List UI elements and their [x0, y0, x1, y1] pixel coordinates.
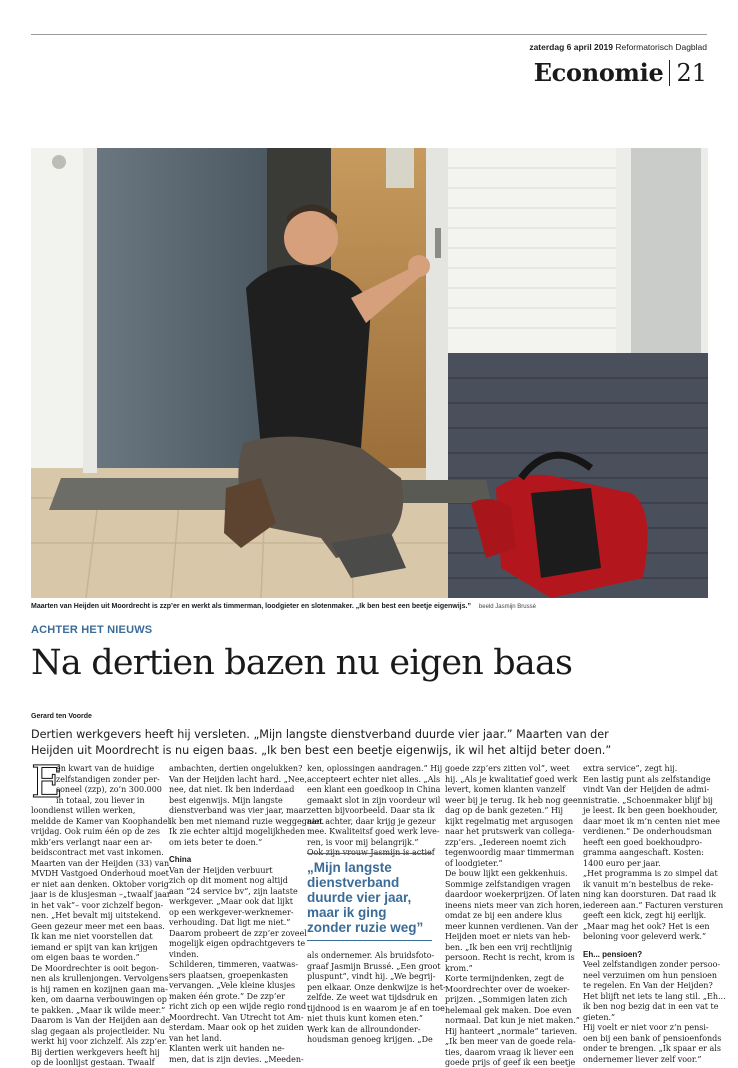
- text-line: slag gegaan als projectleider. Nu: [31, 1026, 165, 1036]
- text-line: maken één grote.” De zzp’er: [169, 991, 286, 1001]
- body-column-2: [169, 764, 324, 1065]
- text-line: niet thuis kunt komen eten.”: [307, 1014, 423, 1023]
- dateline: [529, 42, 707, 52]
- text-line: Sommige zelfstandigen vragen: [445, 879, 571, 889]
- article-photo: [31, 148, 708, 598]
- text-line: Maarten van der Heijden (33) van: [31, 858, 170, 868]
- text-line: vrijdag. Ook ruim één op de zes: [31, 827, 161, 836]
- text-line: beidscontract met vast inkomen.: [31, 848, 164, 857]
- text-line: Moordrecht. Van Utrecht tot Am-: [169, 1012, 304, 1022]
- text-line: gieten.”: [583, 1012, 616, 1022]
- pull-quote-line: „Mijn langste: [307, 860, 392, 875]
- text-line: ken, om daarna verbouwingen op: [31, 995, 167, 1004]
- subheading: Eh... pensioen?: [583, 949, 643, 959]
- text-line: in het vak”– voor zichzelf begon-: [31, 900, 164, 910]
- text-line: werkt hij voor zichzelf. Als zzp’er.: [31, 1037, 168, 1046]
- text-line: beloning voor geleverd werk.”: [583, 932, 707, 941]
- text-line: Korte termijndenken, zegt de: [445, 974, 564, 983]
- text-line: levert, komen klanten vanzelf: [445, 785, 566, 794]
- text-line: iemand er spijt van kan krijgen: [31, 942, 158, 952]
- text-line: oen bij een bank of pensioenfonds: [583, 1033, 722, 1043]
- intro-line: Dertien werkgevers heeft hij versleten. „Mijn langste dienstverband duurde vier jaar.” Maarten van der: [31, 728, 609, 741]
- text-line: Hij voelt er niet voor z’n pensi-: [583, 1023, 709, 1032]
- text-line: zich op dit moment nog altijd: [169, 876, 288, 885]
- text-line: pluspunt”, vindt hij. „We begrij-: [307, 972, 436, 981]
- text-line: en kwart van de huidige: [56, 764, 155, 773]
- text-line: vindt Van der Heijden de admi-: [583, 785, 710, 794]
- text-line: Het blijft net iets te lang stil. „Eh...: [583, 991, 726, 1001]
- text-line: gemaakt slot in zijn voordeur wil: [307, 795, 441, 805]
- text-line: Daarom probeert de zzp’er zoveel: [169, 928, 307, 938]
- text-line: Heijden moet er niets van heb-: [445, 932, 571, 941]
- text-line: ik ben nog bezig dat in een vat te: [583, 1002, 719, 1011]
- text-line: op een werkgever-werknemer-: [169, 907, 294, 917]
- text-line: ineens niets meer van zich horen,: [445, 900, 582, 910]
- text-line: in totaal, zou liever in: [56, 795, 145, 805]
- byline: Gerard ten Voorde: [31, 713, 92, 720]
- text-line: soneel (zzp), zo’n 300.000: [56, 785, 162, 794]
- text-line: hij. „Als je kwalitatief goed werk: [445, 774, 578, 784]
- text-line: Daarom is Van der Heijden aan de: [31, 1016, 171, 1025]
- text-line: Veel zelfstandigen zonder persoo-: [583, 960, 721, 969]
- text-line: goede prijs of geef ik een beetje: [445, 1058, 576, 1067]
- photo-caption: [31, 603, 708, 610]
- text-line: loondienst willen werken,: [31, 806, 136, 815]
- text-line: jaar is de klusjesman –„twaalf jaar: [31, 890, 171, 899]
- text-line: persoon. Recht is recht, krom is: [445, 953, 575, 962]
- text-line: De Moordrechter is ooit begon-: [31, 963, 159, 973]
- text-line: „Maar mag het ook? Het is een: [583, 921, 710, 931]
- body-column-3: [307, 764, 442, 859]
- text-line: Hij hanteert „normale” tarieven.: [445, 1026, 578, 1036]
- text-line: kijkt regelmatig met argusogen: [445, 816, 574, 826]
- text-line: heeft een goed boekhoudpro-: [583, 837, 703, 847]
- text-line: vinden.: [169, 949, 199, 959]
- text-line: De bouw lijkt een gekkenhuis.: [445, 869, 568, 878]
- text-line: zzp’ers. „Iedereen noemt zich: [445, 837, 567, 847]
- issue-date: zaterdag 6 april 2019: [529, 42, 613, 52]
- text-line: meldde de Kamer van Koophandel: [31, 816, 171, 826]
- section-divider: [669, 60, 670, 86]
- text-line: ik vanuit m’n bestelbus de reke-: [583, 879, 714, 889]
- text-line: houdsman genoeg krijgen. „De: [307, 1035, 433, 1044]
- text-line: weer bij je terug. Ik heb nog geen: [445, 795, 583, 805]
- text-line: verhouding. Dat ligt me niet.”: [169, 918, 291, 927]
- text-line: normaal. Dat kun je niet maken.”: [445, 1016, 580, 1025]
- text-line: is hij ramen en kozijnen gaan ma-: [31, 984, 168, 994]
- section-header: [534, 58, 707, 87]
- text-line: Ook zijn vrouw Jasmijn is actief: [307, 848, 435, 857]
- pull-quote-line: duurde vier jaar,: [307, 890, 412, 905]
- text-line: prijzen. „Sommigen laten zich: [445, 995, 568, 1004]
- text-line: richt zich op een wijde regio rond: [169, 1002, 307, 1011]
- text-line: van het land.: [169, 1033, 222, 1043]
- text-line: tijdnood is en waarom je af en toe: [307, 1003, 445, 1013]
- text-line: mee. Kwaliteitsf goed werk leve-: [307, 827, 440, 836]
- text-line: zelfstandigen zonder per-: [56, 774, 160, 784]
- text-line: ren, is voor mij belangrijk.”: [307, 837, 419, 847]
- text-line: iedereen aan.” Facturen versturen: [583, 900, 724, 910]
- body-column-3-continued: [307, 951, 446, 1046]
- text-line: gramma aangeschaft. Kosten:: [583, 848, 704, 857]
- text-line: geeft een kick, zegt hij eerlijk.: [583, 911, 707, 920]
- text-line: Geen gezeur meer met een baas.: [31, 921, 165, 931]
- text-line: zetten bijvoorbeeld. Daar sta ik: [307, 806, 435, 815]
- text-line: Werk kan de allroundonder-: [307, 1024, 421, 1034]
- text-line: je leest. Ik ben geen boekhouder,: [583, 806, 718, 815]
- text-line: ben. „Ik ben een vrij rechtlijnig: [445, 942, 573, 952]
- text-line: Bij dertien werkgevers heeft hij: [31, 1047, 160, 1057]
- text-line: ik ben met niemand ruzie weggegaan.: [169, 816, 325, 826]
- text-line: nee, dat niet. Ik ben inderdaad: [169, 785, 295, 794]
- text-line: als ondernemer. Als bruidsfoto-: [307, 951, 435, 960]
- text-line: ondernemer liever zelf voor.”: [583, 1054, 702, 1064]
- subheading: China: [169, 855, 192, 864]
- text-line: Van der Heijden verbuurt: [169, 865, 273, 875]
- text-line: tegenwoordig maar timmerman: [445, 848, 575, 857]
- text-line: Van der Heijden lacht hard. „Nee,: [169, 774, 307, 784]
- text-line: MVDH Vastgoed Onderhoud moet: [31, 869, 169, 878]
- text-line: „Ik ben meer van de goede rela-: [445, 1037, 576, 1046]
- text-line: sterdam. Maar ook op het zuiden: [169, 1023, 304, 1032]
- text-line: er niet aan denken. Oktober vorig: [31, 879, 169, 889]
- text-line: Klanten werk uit handen ne-: [169, 1044, 285, 1053]
- kicker: ACHTER HET NIEUWS: [31, 624, 153, 636]
- text-line: mogelijk eigen opdrachtgevers te: [169, 939, 306, 948]
- intro-line: Heijden uit Moordrecht is nu eigen baas. „Ik ben best een beetje eigenwijs, ik wil het altijd beter doen.”: [31, 744, 612, 757]
- paragraph-gap: [583, 943, 726, 949]
- text-line: Ik zie echter altijd mogelijkheden: [169, 827, 306, 836]
- pull-quote-line: zonder ruzie weg”: [307, 920, 424, 935]
- pull-quote: [307, 853, 432, 941]
- text-line: pen elkaar. Onze denkwijze is het-: [307, 982, 446, 992]
- text-line: Schilderen, timmeren, vaatwas-: [169, 960, 299, 969]
- text-line: nistratie. „Schoenmaker blijf bij: [583, 795, 713, 805]
- text-line: 1400 euro per jaar.: [583, 858, 661, 868]
- text-line: ambachten, dertien ongelukken?: [169, 764, 303, 773]
- text-line: te regelen. En Van der Heijden?: [583, 981, 713, 990]
- text-line: extra service”, zegt hij.: [583, 764, 678, 773]
- text-line: of loodgieter.”: [445, 858, 503, 868]
- text-line: best eigenwijs. Mijn langste: [169, 795, 283, 805]
- text-line: op de loonlijst gestaan. Twaalf: [31, 1058, 155, 1067]
- text-line: graaf Jasmijn Brussé. „Een groot: [307, 961, 441, 971]
- text-line: meer kunnen verdienen. Van der: [445, 921, 578, 931]
- text-line: Moordrechter over de woeker-: [445, 984, 570, 994]
- text-line: Ik kan me niet voorstellen dat: [31, 932, 153, 941]
- top-rule: [31, 34, 707, 35]
- text-line: daar moet ik m’n centen niet mee: [583, 816, 720, 826]
- section-name: Economie: [533, 58, 664, 87]
- text-line: goede zzp’ers zitten vol”, weet: [445, 764, 570, 773]
- text-line: daardoor woekerprijzen. Of laten: [445, 890, 581, 899]
- text-line: werkgever. „Maar ook dat lijkt: [169, 897, 293, 906]
- drop-cap: E: [31, 757, 64, 808]
- text-line: verdienen.” De onderhoudsman: [583, 827, 712, 836]
- text-line: men, dat is zijn devies. „Meeden-: [169, 1054, 304, 1064]
- pull-quote-line: dienstverband: [307, 875, 400, 890]
- text-line: aan ”24 service bv”, zijn laatste: [169, 886, 298, 896]
- text-line: ties, daarom vraag ik liever een: [445, 1047, 574, 1057]
- text-line: nen. „Het bevalt mij uitstekend.: [31, 911, 161, 920]
- text-line: krom.”: [445, 963, 473, 973]
- text-line: om eigen baas te worden.”: [31, 953, 140, 962]
- text-line: zelfde. Ze weet wat tijdsdruk en: [307, 993, 438, 1002]
- pull-quote-line: maar ik ging: [307, 905, 387, 920]
- body-column-1: [31, 757, 171, 1068]
- text-line: vervangen. „Vele kleine klusjes: [169, 981, 296, 990]
- newspaper-name: Reformatorisch Dagblad: [615, 42, 707, 52]
- text-line: mkb’ers verlangt naar een ar-: [31, 837, 153, 847]
- text-line: neel verzuimen om hun pensioen: [583, 970, 718, 980]
- text-line: dag op de bank gezeten.” Hij: [445, 806, 563, 815]
- text-line: om iets beter te doen.”: [169, 837, 263, 847]
- paragraph-gap: [169, 848, 324, 854]
- text-line: niet achter, daar krijg je gezeur: [307, 816, 436, 826]
- text-line: dienstverband was vier jaar, maar: [169, 806, 308, 815]
- text-line: een klant een goedkoop in China: [307, 785, 441, 794]
- page-number: 21: [676, 58, 707, 87]
- text-line: accepteert echter niet alles. „Als: [307, 774, 441, 784]
- text-line: sers plaatsen, groepenkasten: [169, 970, 289, 980]
- text-line: onder te brengen. „Ik spaar er als: [583, 1044, 721, 1053]
- text-line: helemaal gek maken. Doe even: [445, 1005, 572, 1015]
- text-line: ken, oplossingen aandragen.” Hij: [307, 764, 443, 773]
- intro-paragraph: [31, 727, 721, 759]
- headline: Na dertien bazen nu eigen baas: [31, 643, 573, 683]
- text-line: naar het prutswerk van collega-: [445, 827, 575, 836]
- body-column-4: [445, 764, 583, 1068]
- text-line: omdat ze bij een andere klus: [445, 911, 562, 920]
- text-line: te pakken. „Maar ik wilde meer.”: [31, 1005, 166, 1015]
- caption-text: Maarten van Heijden uit Moordrecht is zzp’er en werkt als timmerman, loodgieter en slotenmaker. „Ik ben best een beetje eigenwijs.”: [31, 603, 471, 610]
- text-line: Een lastig punt als zelfstandige: [583, 774, 711, 784]
- photo-credit: beeld Jasmijn Brussé: [478, 604, 536, 610]
- text-line: „Het programma is zo simpel dat: [583, 869, 718, 878]
- text-line: ning kan doorsturen. Dat raad ik: [583, 890, 717, 899]
- text-line: nen als krullenjongen. Vervolgens: [31, 974, 169, 983]
- body-column-5: [583, 764, 726, 1065]
